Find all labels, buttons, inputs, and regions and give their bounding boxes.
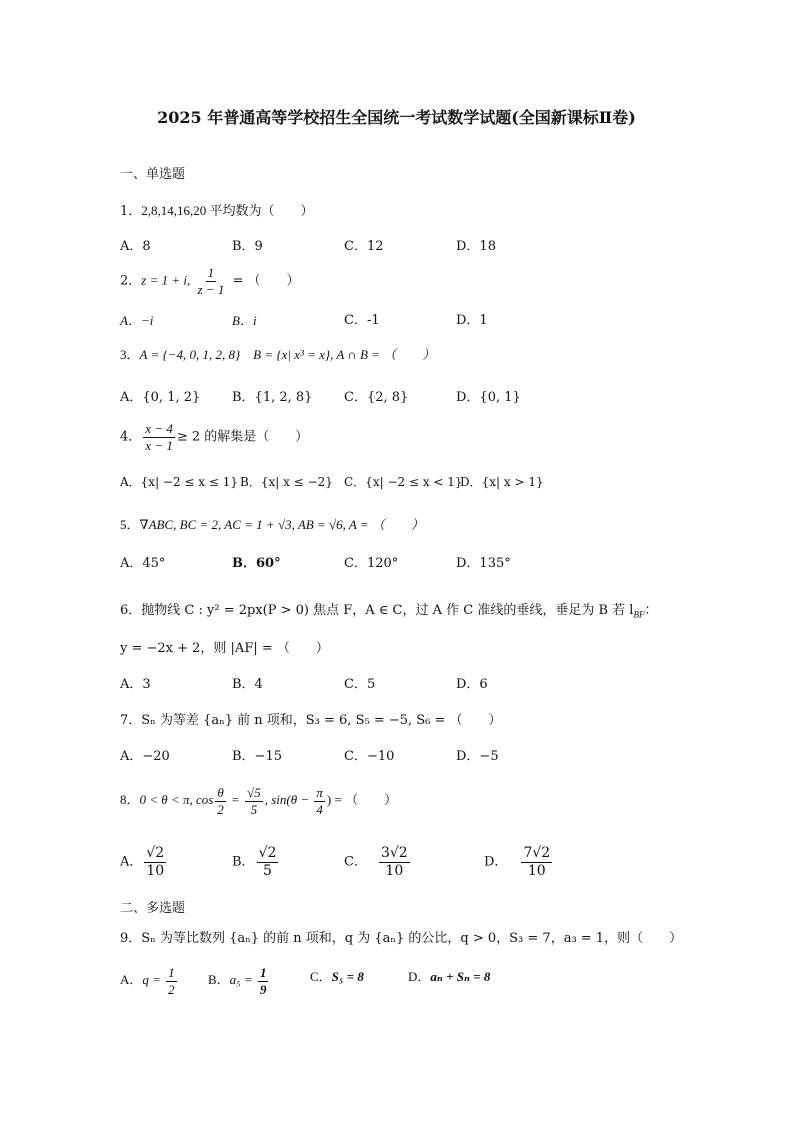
q7-option-d[interactable]: D．−5 xyxy=(456,749,499,764)
fraction-numerator: √2 xyxy=(258,845,277,861)
equals: = xyxy=(227,792,244,808)
question-number: 4． xyxy=(120,429,142,445)
q3-option-c[interactable]: C．{2, 8} xyxy=(344,390,409,405)
fraction-denominator: 4 xyxy=(316,801,323,817)
option-text: aₙ + Sₙ = 8 xyxy=(430,969,491,984)
fraction xyxy=(257,846,279,878)
option-label: D． xyxy=(408,969,431,984)
fraction-denominator: 5 xyxy=(263,862,272,879)
q6-option-a[interactable]: A．3 xyxy=(120,677,151,692)
fraction-sqrt5-over-5 xyxy=(245,786,263,816)
q7-option-c[interactable]: C．−10 xyxy=(344,749,395,764)
question-stem-pre: z = 1 + i, xyxy=(141,272,194,288)
fraction-numerator: π xyxy=(316,785,323,800)
fraction-theta-over-2 xyxy=(215,786,226,816)
q5-option-d[interactable]: D．135° xyxy=(456,556,511,571)
q4-option-c[interactable]: C．{x| −2 ≤ x < 1} xyxy=(344,475,463,489)
question-stem-post: ) = （ ） xyxy=(326,792,398,808)
q1-option-c[interactable]: C．12 xyxy=(344,239,384,254)
option-text: S₅ = 8 xyxy=(331,969,364,984)
fraction-denominator: 10 xyxy=(385,862,404,879)
fraction-denominator: x − 1 xyxy=(145,437,173,453)
fraction-numerator: θ xyxy=(217,785,224,800)
q4-option-b[interactable]: B．{x| x ≤ −2} xyxy=(240,475,333,489)
fraction xyxy=(144,846,166,878)
q7-option-a[interactable]: A．−20 xyxy=(120,749,170,764)
question-8 xyxy=(120,786,397,816)
question-number: 1． xyxy=(120,204,142,219)
q2-option-d[interactable]: D．1 xyxy=(456,313,488,328)
q1-option-b[interactable]: B．9 xyxy=(232,239,263,254)
option-prefix: q = xyxy=(142,972,165,988)
fraction-denominator: 5 xyxy=(250,801,258,817)
q3-option-d[interactable]: D．{0, 1} xyxy=(456,390,521,405)
question-number: 6． xyxy=(120,603,142,618)
q4-option-a[interactable]: A．{x| −2 ≤ x ≤ 1} xyxy=(120,475,239,489)
q7-option-b[interactable]: B．−15 xyxy=(232,749,282,764)
q1-option-a[interactable]: A．8 xyxy=(120,239,151,254)
fraction-denominator: 2 xyxy=(217,801,224,817)
fraction-numerator: 3√2 xyxy=(380,845,408,861)
section-single-choice: 一、单选题 xyxy=(120,167,186,182)
question-5 xyxy=(120,518,424,531)
question-stem-post: = （ ） xyxy=(228,273,300,289)
question-number: 5． xyxy=(120,517,140,532)
q8-option-c[interactable] xyxy=(344,846,412,878)
subscript: BF xyxy=(633,609,645,620)
question-stem-line1: 抛物线 C : y² = 2px(P > 0) 焦点 F，A ∈ C，过 A 作 C 准线的垂线，垂足为 B 若 l xyxy=(141,603,634,618)
question-7 xyxy=(120,714,502,727)
fraction-numerator: 1 xyxy=(259,965,267,980)
option-prefix: a₅ = xyxy=(229,972,256,988)
fraction xyxy=(258,966,269,996)
q3-option-a[interactable]: A．{0, 1, 2} xyxy=(120,390,201,405)
fraction-pi-over-4 xyxy=(314,786,325,816)
q3-option-b[interactable]: B．{1, 2, 8} xyxy=(232,390,313,405)
q8-option-a[interactable] xyxy=(120,846,168,878)
q9-option-c[interactable] xyxy=(310,970,364,983)
fraction-denominator: 2 xyxy=(168,981,175,997)
fraction-denominator: 9 xyxy=(259,981,267,997)
fraction-numerator: √2 xyxy=(146,845,165,861)
q5-option-a[interactable]: A．45° xyxy=(120,556,166,571)
fraction xyxy=(379,846,410,878)
question-stem-pre: 0 < θ < π, cos xyxy=(139,792,214,808)
q1-option-d[interactable]: D．18 xyxy=(456,239,496,254)
q9-option-b[interactable] xyxy=(208,966,270,996)
q8-option-b[interactable] xyxy=(232,846,280,878)
question-2 xyxy=(120,266,300,296)
question-1 xyxy=(120,204,314,218)
fraction xyxy=(143,422,175,452)
question-stem: Sₙ 为等比数列 {aₙ} 的前 n 项和，q 为 {aₙ} 的公比，q > 0，S₃ = 7，a₃ = 1，则（ ） xyxy=(141,931,683,946)
fraction xyxy=(521,846,552,878)
option-label: B． xyxy=(208,972,230,988)
q2-option-c[interactable]: C．-1 xyxy=(344,313,380,328)
fraction-denominator: 10 xyxy=(527,862,546,879)
question-stem: 2,8,14,16,20 平均数为（ ） xyxy=(141,203,314,218)
fraction-numerator: √5 xyxy=(247,785,261,800)
q5-option-b[interactable]: B．60° xyxy=(232,556,281,571)
fraction-numerator: x − 4 xyxy=(145,421,173,436)
fraction-numerator: 1 xyxy=(207,265,215,280)
option-label: B． xyxy=(232,854,255,870)
question-number: 3． xyxy=(120,347,140,362)
question-4 xyxy=(120,422,308,452)
q4-option-d[interactable]: D．{x| x > 1} xyxy=(460,475,544,489)
fraction-denominator: 10 xyxy=(146,862,165,879)
question-9 xyxy=(120,932,682,945)
question-stem: Sₙ 为等差 {aₙ} 前 n 项和，S₃ = 6, S₅ = −5, S₆ = （ ） xyxy=(141,713,502,728)
question-6-line2: y = −2x + 2，则 |AF| = （ ） xyxy=(120,641,329,656)
q5-option-c[interactable]: C．120° xyxy=(344,556,399,571)
question-6 xyxy=(120,604,657,620)
q9-option-d[interactable] xyxy=(408,970,490,983)
question-3 xyxy=(120,348,435,361)
q6-option-c[interactable]: C．5 xyxy=(344,677,376,692)
section-multiple-choice: 二、多选题 xyxy=(120,901,186,916)
option-label: C． xyxy=(310,969,332,984)
q9-option-a[interactable] xyxy=(120,966,179,996)
question-stem: A = {−4, 0, 1, 2, 8} B = {x| x³ = x}, A ∩ B = （ ） xyxy=(139,347,436,362)
question-number: 8． xyxy=(120,792,140,808)
option-label: D． xyxy=(484,854,508,870)
fraction xyxy=(166,966,177,996)
fraction-denominator: z − 1 xyxy=(197,281,225,297)
option-label: C． xyxy=(344,854,367,870)
option-label: A． xyxy=(120,854,143,870)
question-stem-line1-end: ： xyxy=(644,603,658,618)
question-number: 9． xyxy=(120,931,142,946)
question-number: 7． xyxy=(120,713,142,728)
q6-option-b[interactable]: B．4 xyxy=(232,677,263,692)
page-title: 2025 年普通高等学校招生全国统一考试数学试题(全国新课标Ⅱ卷) xyxy=(157,108,636,127)
option-label: A． xyxy=(120,972,143,988)
question-stem-mid: , sin(θ − xyxy=(264,792,313,808)
fraction-numerator: 1 xyxy=(168,965,175,980)
question-number: 2． xyxy=(120,273,142,289)
q6-option-d[interactable]: D．6 xyxy=(456,677,488,692)
question-stem-post: ≥ 2 的解集是（ ） xyxy=(176,429,309,445)
fraction-numerator: 7√2 xyxy=(523,845,551,861)
q2-option-b[interactable]: B．i xyxy=(232,313,257,328)
question-stem: ∇ABC, BC = 2, AC = 1 + √3, AB = √6, A = （ ） xyxy=(139,517,424,532)
q2-option-a[interactable]: A．−i xyxy=(120,313,154,328)
fraction xyxy=(196,266,227,296)
q8-option-d[interactable] xyxy=(484,846,554,878)
